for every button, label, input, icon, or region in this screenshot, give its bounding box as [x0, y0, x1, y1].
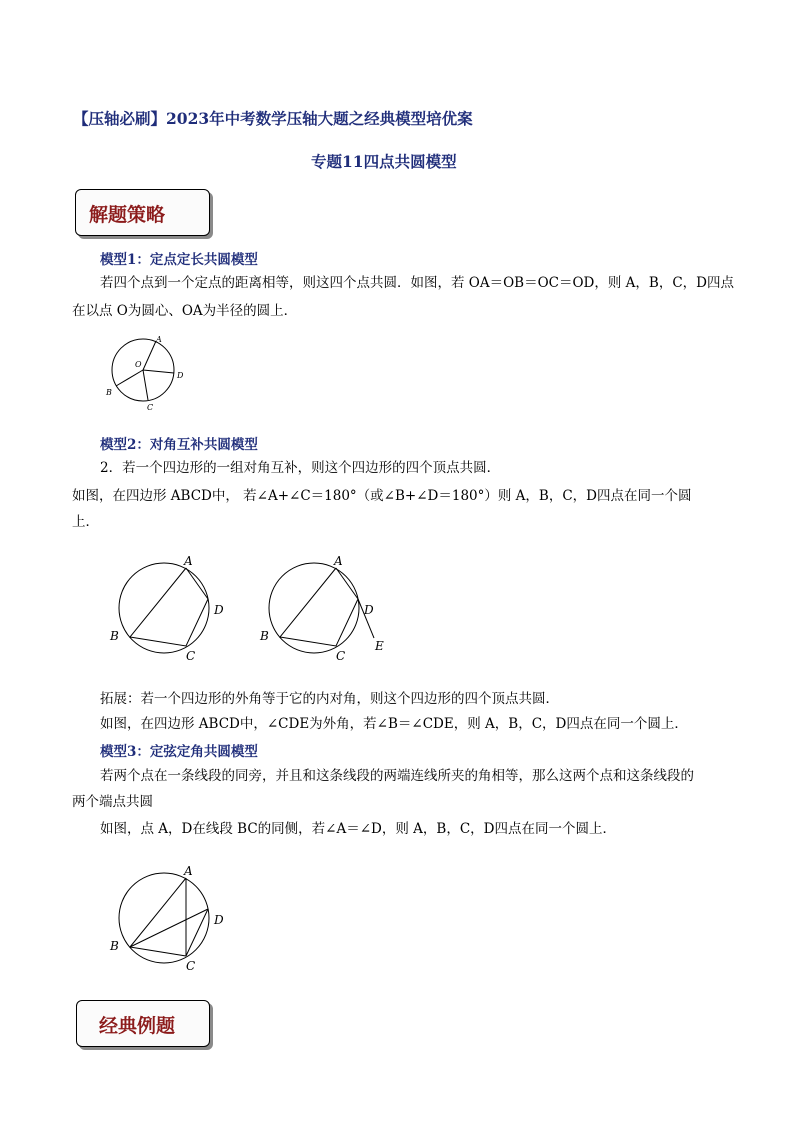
- fig1-label-d: D: [177, 371, 184, 380]
- model2-text-line3: 上．: [72, 514, 99, 530]
- section-label-strategy: 解题策略: [89, 204, 166, 226]
- fig4-label-c: C: [186, 959, 196, 973]
- fig3-label-c: C: [336, 649, 346, 663]
- model3-text-line2: 两个端点共圆: [72, 794, 153, 810]
- model2-title: 模型2：对角互补共圆模型: [100, 437, 258, 453]
- fig3-label-a: A: [334, 554, 343, 568]
- model2-text-line2: 如图，在四边形 ABCD中， 若∠A+∠C＝180°（或∠B+∠D＝180°）则 A，B，C，D四点在同一个圆: [72, 488, 692, 504]
- model3-title: 模型3：定弦定角共圆模型: [100, 744, 258, 760]
- document-subtitle: 专题11四点共圆模型: [311, 152, 457, 171]
- model3-figure: [100, 858, 240, 980]
- fig3-label-d: D: [364, 603, 374, 617]
- fig2-label-b: B: [110, 629, 119, 643]
- fig3-label-e: E: [375, 639, 384, 653]
- fig1-label-o: O: [135, 360, 142, 369]
- fig1-label-c: C: [147, 403, 154, 412]
- fig2-label-c: C: [186, 649, 196, 663]
- fig2-label-d: D: [214, 603, 224, 617]
- fig1-label-a: A: [156, 335, 162, 344]
- section-box-strategy: [75, 189, 210, 236]
- model1-figure: [100, 332, 190, 414]
- model3-text-line1: 若两个点在一条线段的同旁，并且和这条线段的两端连线所夹的角相等，那么这两个点和这条线段的: [100, 768, 694, 784]
- model1-title: 模型1：定点定长共圆模型: [100, 252, 258, 268]
- model2-figure-right: [250, 548, 400, 670]
- fig3-label-b: B: [260, 629, 269, 643]
- fig1-label-b: B: [106, 388, 112, 397]
- model2-figure-left: [100, 548, 240, 670]
- model2-extension-line1: 拓展：若一个四边形的外角等于它的内对角，则这个四边形的四个顶点共圆．: [100, 691, 559, 707]
- model3-text-line3: 如图，点 A，D在线段 BC的同侧，若∠A＝∠D，则 A，B，C，D四点在同一个圆上．: [100, 821, 616, 837]
- model2-extension-line2: 如图，在四边形 ABCD中，∠CDE为外角，若∠B＝∠CDE，则 A，B，C，D四点在同一个圆上．: [100, 716, 688, 732]
- section-label-examples: 经典例题: [99, 1015, 176, 1037]
- model2-text-line1: 2．若一个四边形的一组对角互补，则这个四边形的四个顶点共圆．: [100, 460, 501, 476]
- model1-text-line1: 若四个点到一个定点的距离相等，则这四个点共圆．如图，若 OA＝OB＝OC＝OD，则 A，B，C，D四点: [100, 275, 734, 291]
- fig4-label-a: A: [184, 864, 193, 878]
- document-title: 【压轴必刷】2023年中考数学压轴大题之经典模型培优案: [73, 109, 473, 128]
- fig2-label-a: A: [184, 554, 193, 568]
- fig4-label-b: B: [110, 939, 119, 953]
- section-box-examples: [76, 1000, 210, 1047]
- model1-text-line2: 在以点 O为圆心、OA为半径的圆上．: [72, 303, 298, 319]
- fig4-label-d: D: [214, 913, 224, 927]
